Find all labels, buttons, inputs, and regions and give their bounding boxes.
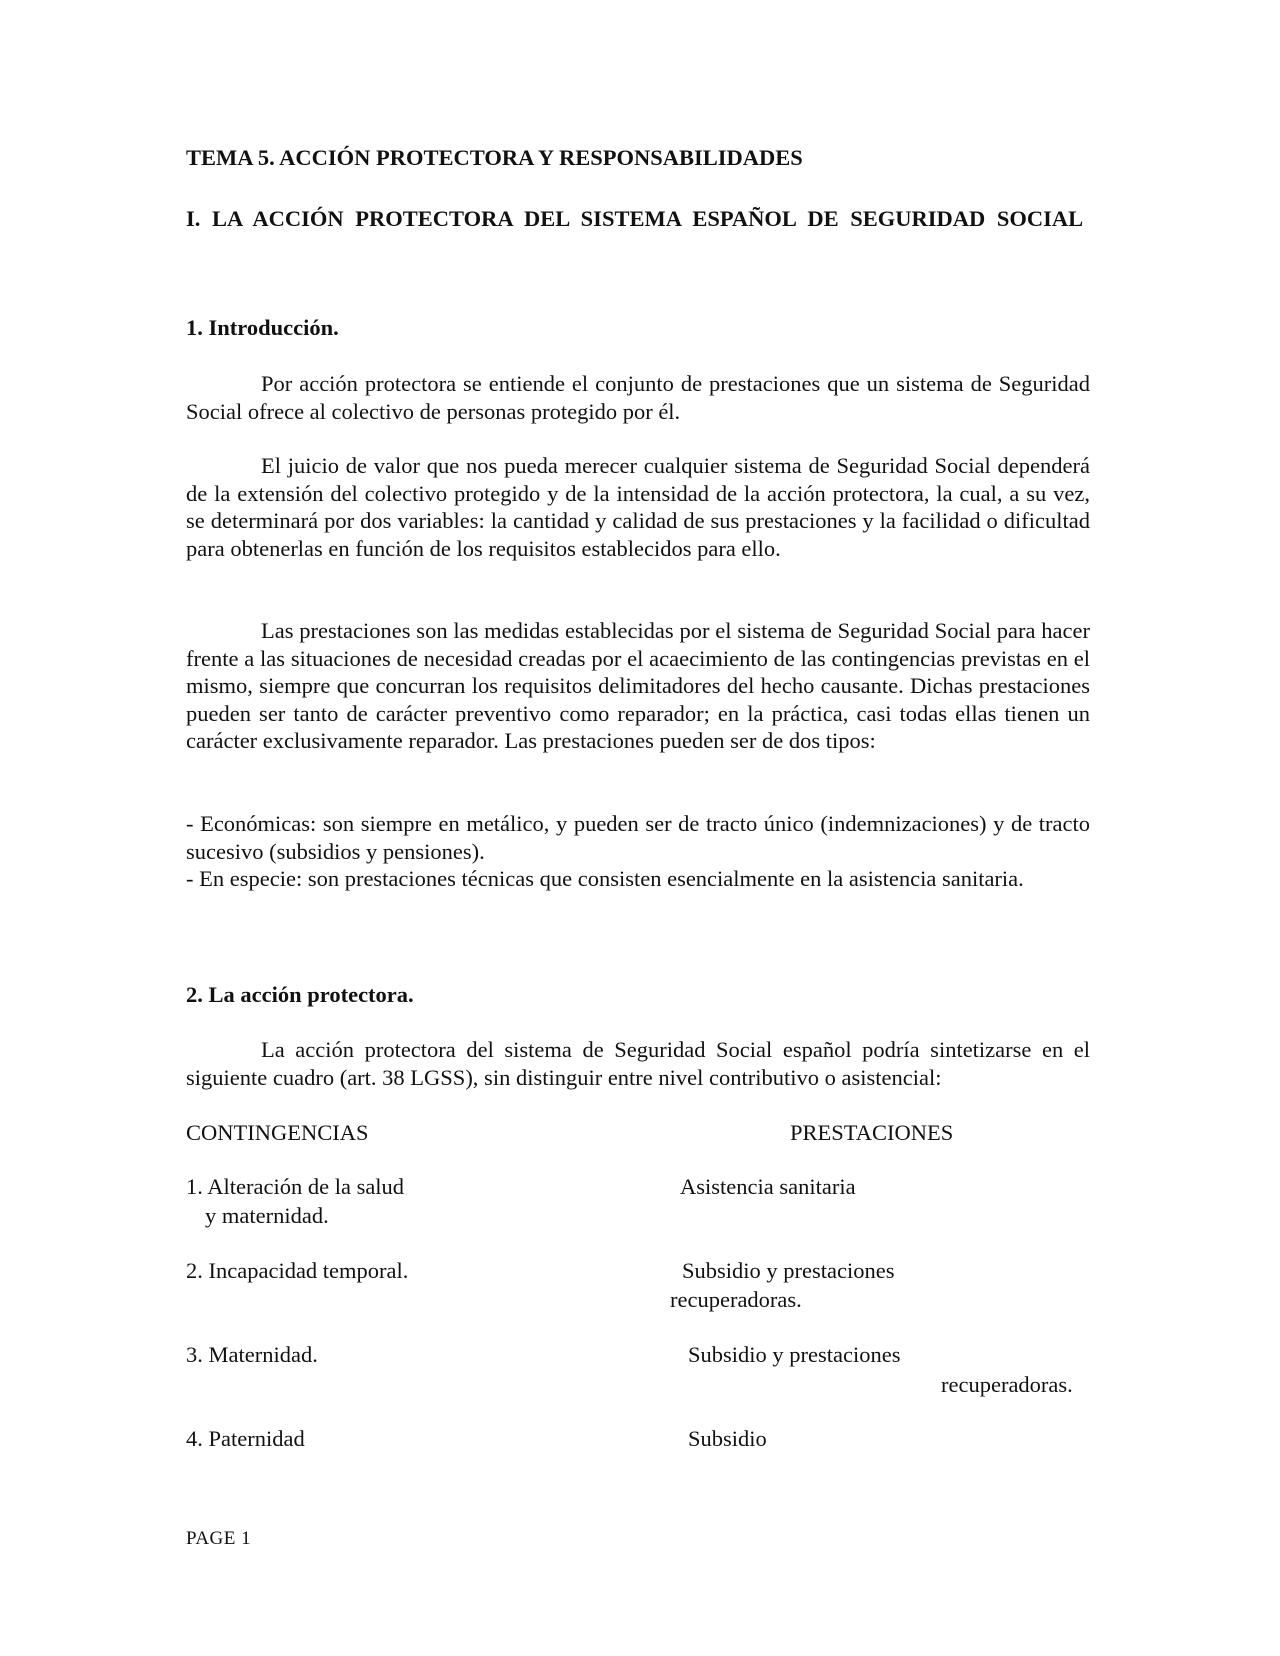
document-title: TEMA 5. ACCIÓN PROTECTORA Y RESPONSABILIDADES <box>186 145 803 170</box>
accion-paragraph-text: La acción protectora del sistema de Seguridad Social español podría sintetizarse en el siguiente cuadro (art. 38 LGSS), sin distinguir entre nivel contributivo o asistencial: <box>186 1037 1090 1090</box>
table-row-contingency: 2. Incapacidad temporal. <box>186 1258 409 1283</box>
table-row-contingency: 4. Paternidad <box>186 1426 305 1451</box>
table-row-contingency: 3. Maternidad. <box>186 1342 318 1367</box>
section-heading <box>186 205 1090 232</box>
table-row-benefit: Subsidio y prestaciones <box>688 1342 901 1367</box>
table-row-benefit: Subsidio y prestaciones <box>682 1258 895 1283</box>
table-row-contingency-cont: y maternidad. <box>205 1203 329 1228</box>
section-heading-text: I. LA ACCIÓN PROTECTORA DEL SISTEMA ESPAÑOL DE SEGURIDAD SOCIAL <box>186 206 1084 231</box>
table-row-contingency: 1. Alteración de la salud <box>186 1174 405 1199</box>
table-header-prestaciones: PRESTACIONES <box>790 1120 954 1145</box>
page-footer: PAGE 1 <box>186 1528 252 1549</box>
subsection-1-heading: 1. Introducción. <box>186 315 339 340</box>
accion-paragraph <box>186 1036 1090 1091</box>
prestaciones-list <box>186 810 1090 893</box>
intro-paragraph-3 <box>186 617 1090 755</box>
table-row-benefit: Subsidio <box>688 1426 767 1451</box>
intro-paragraph-1 <box>186 370 1090 425</box>
table-row-benefit: Asistencia sanitaria <box>680 1174 856 1199</box>
intro-paragraph-1-text: Por acción protectora se entiende el conjunto de prestaciones que un sistema de Seguridad Social ofrece al colectivo de personas protegido por él. <box>186 371 1090 424</box>
intro-paragraph-2-text: El juicio de valor que nos pueda merecer cualquier sistema de Seguridad Social dependerá de la extensión del colectivo protegido y de la intensidad de la acción protectora, la cual, a su vez, se determinará por dos variables: la cantidad y calidad de sus prestaciones y la facilidad o dificultad para obtenerlas en función de los requisitos establecidos para ello. <box>186 453 1090 561</box>
table-row-benefit-cont: recuperadoras. <box>941 1372 1073 1397</box>
list-item: - Económicas: son siempre en metálico, y pueden ser de tracto único (indemnizaciones) y de tracto sucesivo (subsidios y pensiones). <box>186 811 1090 864</box>
intro-paragraph-3-text: Las prestaciones son las medidas establecidas por el sistema de Seguridad Social para hacer frente a las situaciones de necesidad creadas por el acaecimiento de las contingencias previstas en el mismo, siempre que concurran los requisitos delimitadores del hecho causante. Dichas prestaciones pueden ser tanto de carácter preventivo como reparador; en la práctica, casi todas ellas tienen un carácter exclusivamente reparador. Las prestaciones pueden ser de dos tipos: <box>186 618 1090 753</box>
intro-paragraph-2 <box>186 452 1090 562</box>
list-item: - En especie: son prestaciones técnicas que consisten esencialmente en la asistencia sanitaria. <box>186 866 1024 891</box>
table-row-benefit-cont: recuperadoras. <box>670 1287 802 1312</box>
subsection-2-heading: 2. La acción protectora. <box>186 982 414 1007</box>
table-header-contingencias: CONTINGENCIAS <box>186 1120 369 1145</box>
